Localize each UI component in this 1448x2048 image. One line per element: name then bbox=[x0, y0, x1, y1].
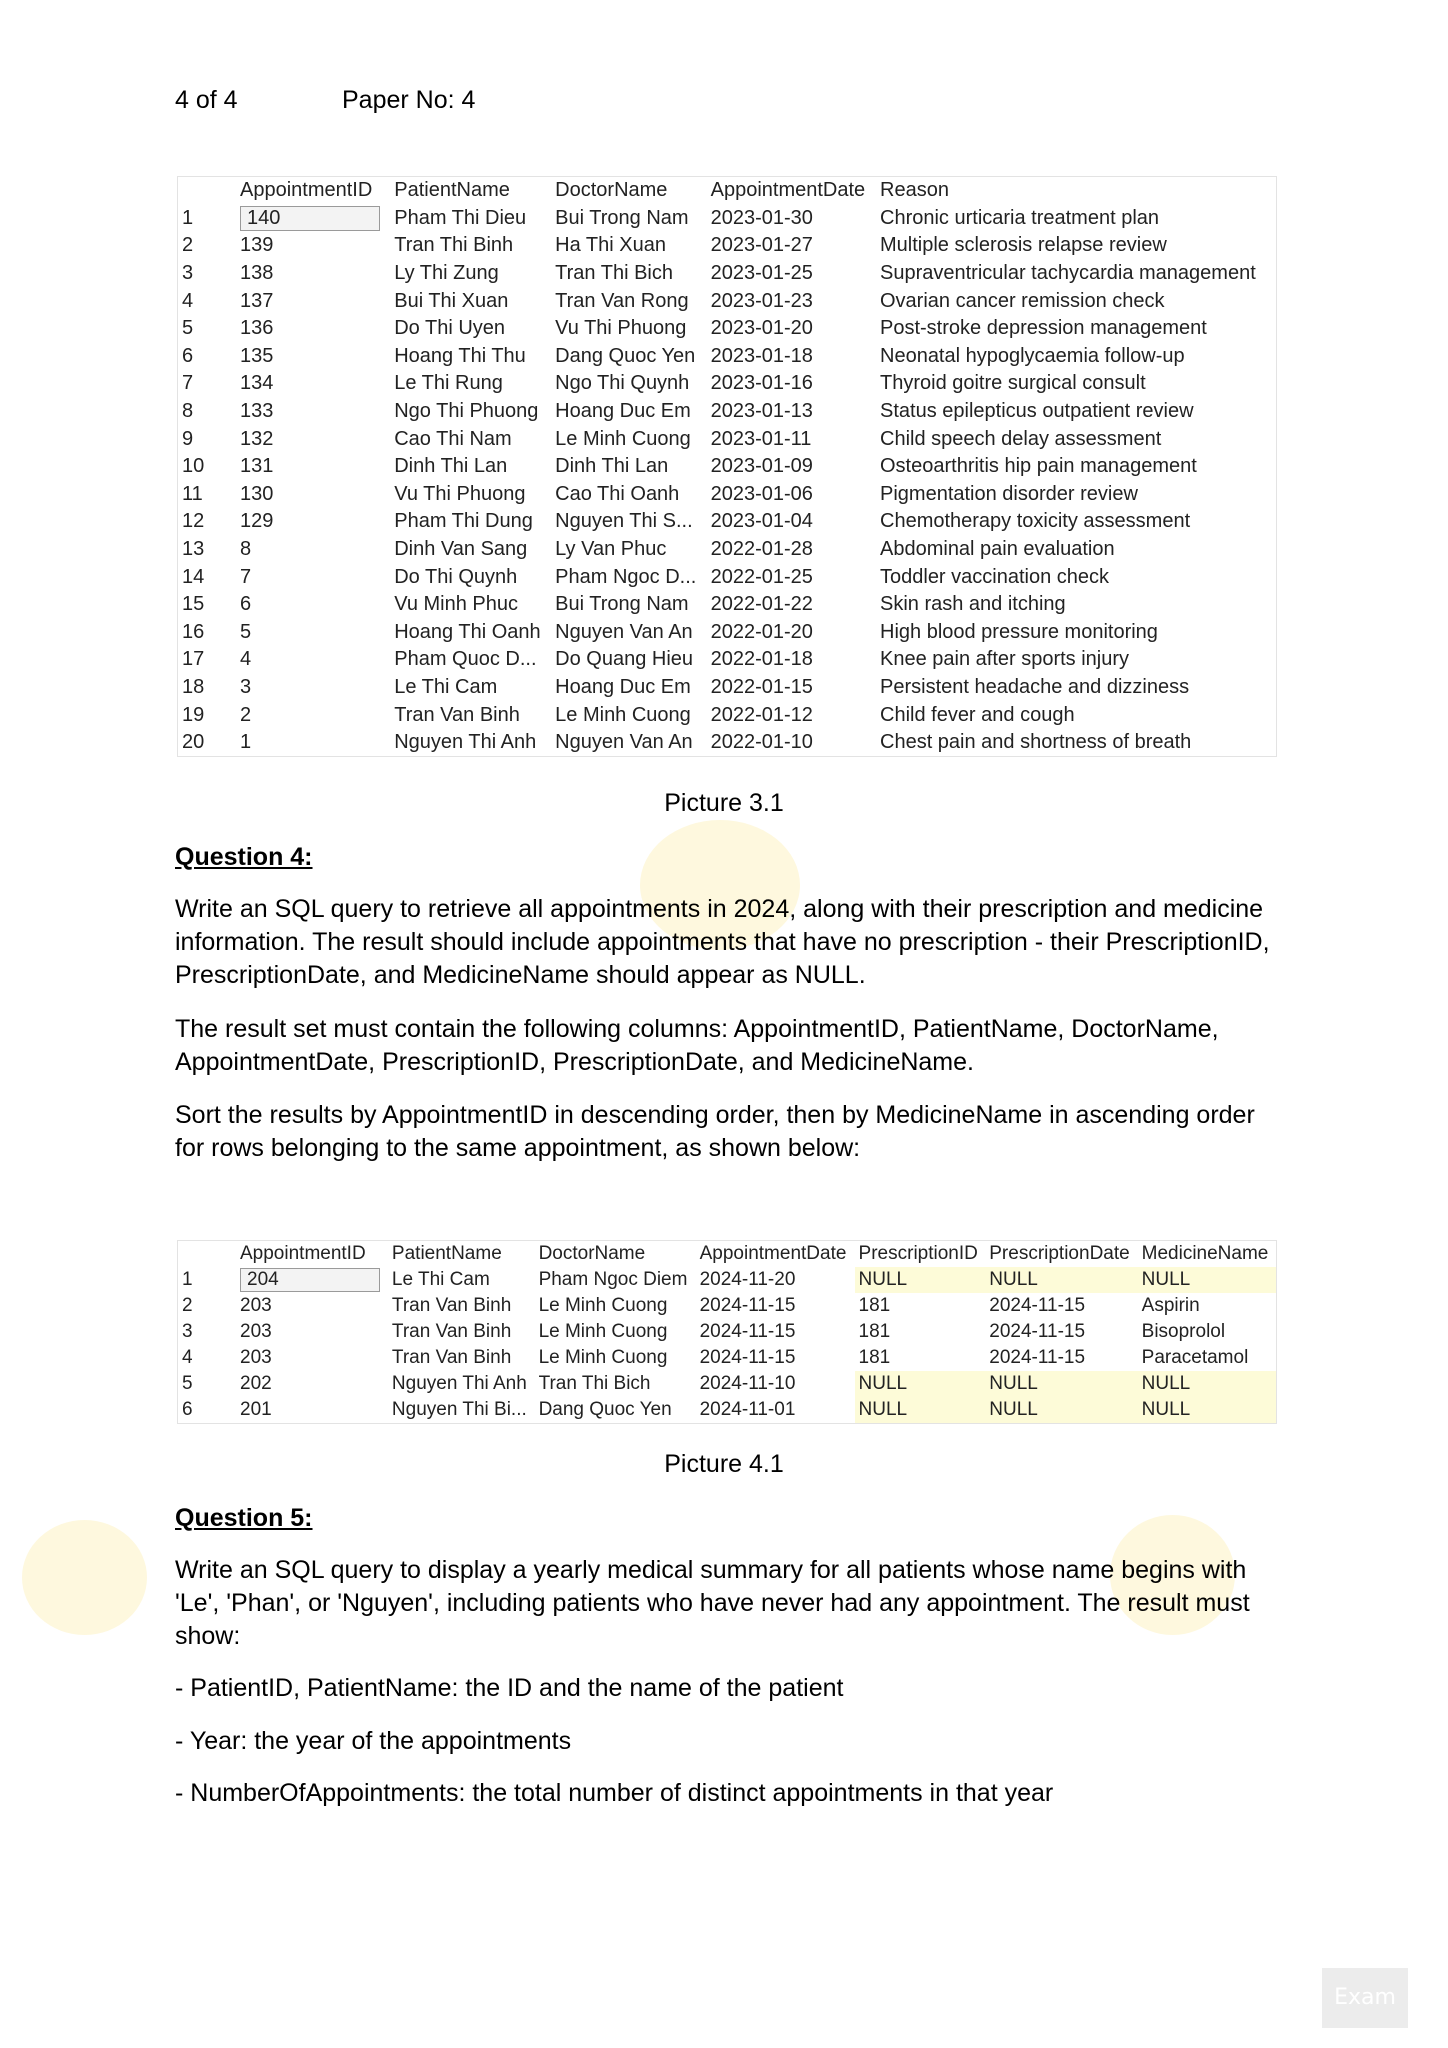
table-row[interactable] bbox=[178, 425, 1276, 453]
question-4-paragraph-2: The result set must contain the following columns: AppointmentID, PatientName, DoctorName, AppointmentDate, PrescriptionID, PrescriptionDate, and MedicineName. bbox=[175, 1015, 1219, 1076]
table-row[interactable] bbox=[178, 536, 1276, 564]
row-number: 15 bbox=[182, 593, 205, 616]
table-cell[interactable]: Tran Thi Binh bbox=[394, 234, 514, 257]
row-number: 7 bbox=[182, 372, 194, 395]
row-number: 5 bbox=[182, 317, 194, 340]
table-cell[interactable]: Tran Van Binh bbox=[391, 1295, 512, 1316]
table-cell[interactable]: 2 bbox=[240, 703, 252, 726]
table-cell[interactable]: Le Thi Cam bbox=[391, 1269, 490, 1290]
table-cell[interactable]: 2024-11-01 bbox=[699, 1399, 796, 1420]
table-row[interactable] bbox=[178, 729, 1276, 757]
row-number: 4 bbox=[182, 289, 194, 312]
table-cell[interactable]: Chest pain and shortness of breath bbox=[880, 731, 1192, 754]
table-cell[interactable]: 203 bbox=[240, 1321, 272, 1342]
column-header[interactable]: AppointmentDate bbox=[710, 179, 866, 202]
table-cell[interactable]: Pham Quoc D... bbox=[394, 648, 537, 671]
table-cell[interactable]: Le Thi Cam bbox=[394, 675, 498, 698]
table-cell[interactable]: 129 bbox=[240, 510, 274, 533]
result-grid-2 bbox=[177, 1240, 1277, 1424]
table-cell[interactable]: Ly Van Phuc bbox=[555, 538, 667, 561]
table-cell[interactable]: 2024-11-15 bbox=[989, 1295, 1086, 1316]
row-number-header bbox=[178, 177, 236, 205]
caption-picture-3-1: Picture 3.1 bbox=[664, 789, 784, 817]
table-cell[interactable]: 2023-01-09 bbox=[710, 455, 813, 478]
table-cell[interactable]: 132 bbox=[240, 427, 274, 450]
table-cell[interactable]: Tran Van Binh bbox=[394, 703, 520, 726]
table-cell[interactable]: Bui Thi Xuan bbox=[394, 289, 509, 312]
table-cell[interactable]: Chronic urticaria treatment plan bbox=[880, 206, 1160, 229]
grid-body bbox=[178, 1267, 1276, 1423]
row-number: 13 bbox=[182, 538, 205, 561]
table-cell[interactable]: Le Minh Cuong bbox=[538, 1347, 668, 1368]
table-cell[interactable]: Nguyen Van An bbox=[555, 620, 693, 643]
table-cell[interactable]: 2022-01-28 bbox=[710, 538, 813, 561]
column-header[interactable]: DoctorName bbox=[538, 1243, 646, 1264]
table-row[interactable] bbox=[178, 481, 1276, 509]
table-cell[interactable]: 2022-01-10 bbox=[710, 731, 813, 754]
table-cell[interactable]: Le Thi Rung bbox=[394, 372, 503, 395]
table-cell[interactable]: 181 bbox=[858, 1295, 891, 1316]
table-cell[interactable] bbox=[236, 1267, 388, 1293]
row-number: 1 bbox=[182, 1269, 193, 1290]
table-cell[interactable]: 2023-01-25 bbox=[710, 262, 813, 285]
table-cell[interactable]: 2022-01-15 bbox=[710, 675, 813, 698]
table-cell[interactable]: Post-stroke depression management bbox=[880, 317, 1207, 340]
table-row[interactable] bbox=[178, 563, 1276, 591]
table-cell[interactable]: Child fever and cough bbox=[880, 703, 1075, 726]
table-cell[interactable]: 2023-01-27 bbox=[710, 234, 813, 257]
table-cell[interactable]: Dinh Thi Lan bbox=[555, 455, 669, 478]
table-cell[interactable]: Supraventricular tachycardia management bbox=[880, 262, 1256, 285]
question-5-paragraph-1: Write an SQL query to display a yearly medical summary for all patients whose name begins with 'Le', 'Phan', or 'Nguyen', including patients who have never had any appointment. The result must show: bbox=[175, 1556, 1250, 1650]
table-cell[interactable]: 2023-01-04 bbox=[710, 510, 813, 533]
table-row[interactable] bbox=[178, 205, 1276, 233]
grid-body bbox=[178, 205, 1276, 757]
table-cell[interactable]: 131 bbox=[240, 455, 274, 478]
table-cell[interactable]: 2023-01-16 bbox=[710, 372, 813, 395]
question-5-title: Question 5: bbox=[175, 1504, 313, 1532]
table-cell[interactable] bbox=[236, 205, 390, 233]
table-cell[interactable]: Do Thi Quynh bbox=[394, 565, 518, 588]
table-row[interactable] bbox=[178, 1397, 1276, 1423]
table-cell[interactable]: 2023-01-20 bbox=[710, 317, 813, 340]
table-cell[interactable]: Le Minh Cuong bbox=[555, 427, 691, 450]
table-cell[interactable]: 2024-11-15 bbox=[699, 1347, 796, 1368]
table-cell[interactable]: 1 bbox=[240, 731, 252, 754]
question-4-paragraph-3: Sort the results by AppointmentID in descending order, then by MedicineName in ascending order for rows belonging to the same appointment, as shown below: bbox=[175, 1101, 1255, 1162]
row-number: 8 bbox=[182, 400, 194, 423]
table-row[interactable] bbox=[178, 1371, 1276, 1397]
table-cell[interactable]: 203 bbox=[240, 1295, 272, 1316]
table-cell[interactable]: Paracetamol bbox=[1141, 1347, 1249, 1368]
table-cell[interactable]: Do Quang Hieu bbox=[555, 648, 694, 671]
table-cell[interactable]: 2023-01-11 bbox=[710, 427, 812, 450]
table-row[interactable] bbox=[178, 232, 1276, 260]
row-number: 10 bbox=[182, 455, 205, 478]
column-header[interactable]: MedicineName bbox=[1141, 1243, 1269, 1264]
table-cell[interactable]: 203 bbox=[240, 1347, 272, 1368]
table-cell[interactable]: 2022-01-20 bbox=[710, 620, 813, 643]
table-cell[interactable]: Tran Thi Bich bbox=[555, 262, 673, 285]
table-cell[interactable]: Nguyen Van An bbox=[555, 731, 693, 754]
table-row[interactable] bbox=[178, 398, 1276, 426]
table-cell[interactable]: NULL bbox=[985, 1371, 1137, 1397]
table-cell[interactable]: Cao Thi Oanh bbox=[555, 482, 680, 505]
row-number: 3 bbox=[182, 1321, 193, 1342]
table-row[interactable] bbox=[178, 1293, 1276, 1319]
table-cell[interactable]: Vu Minh Phuc bbox=[394, 593, 519, 616]
row-number: 2 bbox=[182, 1295, 193, 1316]
table-cell[interactable]: Aspirin bbox=[1141, 1295, 1200, 1316]
table-cell[interactable]: Do Thi Uyen bbox=[394, 317, 506, 340]
table-row[interactable] bbox=[178, 315, 1276, 343]
table-cell[interactable]: Nguyen Thi Bi... bbox=[391, 1399, 527, 1420]
table-cell[interactable]: Pham Thi Dung bbox=[394, 510, 533, 533]
table-cell[interactable]: Ha Thi Xuan bbox=[555, 234, 666, 257]
table-cell[interactable]: 130 bbox=[240, 482, 274, 505]
row-number: 2 bbox=[182, 234, 194, 257]
row-number: 19 bbox=[182, 703, 205, 726]
table-cell[interactable]: NULL bbox=[985, 1267, 1137, 1293]
column-header[interactable]: AppointmentID bbox=[240, 179, 373, 202]
table-cell[interactable]: Ngo Thi Quynh bbox=[555, 372, 690, 395]
column-header[interactable]: DoctorName bbox=[555, 179, 668, 202]
row-number: 3 bbox=[182, 262, 194, 285]
table-row[interactable] bbox=[178, 508, 1276, 536]
table-cell[interactable]: Pham Ngoc D... bbox=[555, 565, 697, 588]
column-header[interactable]: PrescriptionID bbox=[858, 1243, 978, 1264]
column-header[interactable]: AppointmentDate bbox=[699, 1243, 847, 1264]
table-cell[interactable]: 2024-11-10 bbox=[699, 1373, 796, 1394]
row-number: 14 bbox=[182, 565, 205, 588]
row-number: 20 bbox=[182, 731, 205, 754]
table-cell[interactable]: Abdominal pain evaluation bbox=[880, 538, 1115, 561]
column-header[interactable]: Reason bbox=[880, 179, 949, 202]
row-number: 5 bbox=[182, 1373, 193, 1394]
selected-cell[interactable]: 140 bbox=[240, 206, 380, 231]
table-cell[interactable]: 2022-01-22 bbox=[710, 593, 813, 616]
page-indicator: 4 of 4 bbox=[175, 86, 238, 114]
row-number: 18 bbox=[182, 675, 205, 698]
table-cell[interactable]: NULL bbox=[1138, 1397, 1276, 1423]
table-cell[interactable]: Hoang Duc Em bbox=[555, 400, 691, 423]
table-cell[interactable]: 2024-11-15 bbox=[989, 1347, 1086, 1368]
table-cell[interactable]: Vu Thi Phuong bbox=[394, 482, 526, 505]
table-cell[interactable]: NULL bbox=[855, 1267, 986, 1293]
table-cell[interactable]: 2024-11-15 bbox=[699, 1295, 796, 1316]
table-cell[interactable]: 202 bbox=[240, 1373, 272, 1394]
row-number: 17 bbox=[182, 648, 205, 671]
table-cell[interactable]: 201 bbox=[240, 1399, 272, 1420]
table-cell[interactable]: Cao Thi Nam bbox=[394, 427, 512, 450]
column-header[interactable]: PatientName bbox=[391, 1243, 502, 1264]
table-row[interactable] bbox=[178, 591, 1276, 619]
table-cell[interactable]: 6 bbox=[240, 593, 252, 616]
table-cell[interactable]: 139 bbox=[240, 234, 274, 257]
table-cell[interactable]: Bui Trong Nam bbox=[555, 593, 689, 616]
table-cell[interactable]: NULL bbox=[1138, 1267, 1276, 1293]
table-row[interactable] bbox=[178, 619, 1276, 647]
table-cell[interactable]: Le Minh Cuong bbox=[555, 703, 691, 726]
column-header[interactable]: PatientName bbox=[394, 179, 510, 202]
table-cell[interactable]: 138 bbox=[240, 262, 274, 285]
table-cell[interactable]: NULL bbox=[855, 1397, 986, 1423]
table-cell[interactable]: 2022-01-25 bbox=[710, 565, 813, 588]
table-cell[interactable]: Ngo Thi Phuong bbox=[394, 400, 539, 423]
table-cell[interactable]: 181 bbox=[858, 1321, 891, 1342]
row-number-header bbox=[178, 1241, 236, 1267]
question-4-title: Question 4: bbox=[175, 843, 313, 871]
result-grid-1 bbox=[177, 176, 1277, 757]
table-cell[interactable]: Vu Thi Phuong bbox=[555, 317, 687, 340]
table-row[interactable] bbox=[178, 453, 1276, 481]
table-cell[interactable]: Hoang Duc Em bbox=[555, 675, 691, 698]
column-header[interactable]: AppointmentID bbox=[240, 1243, 366, 1264]
table-cell[interactable]: Le Minh Cuong bbox=[538, 1321, 668, 1342]
table-cell[interactable]: 2024-11-15 bbox=[699, 1321, 796, 1342]
table-cell[interactable]: Dang Quoc Yen bbox=[555, 344, 696, 367]
table-cell[interactable]: Pham Thi Dieu bbox=[394, 206, 527, 229]
table-row[interactable] bbox=[178, 1345, 1276, 1371]
table-cell[interactable]: 2024-11-15 bbox=[989, 1321, 1086, 1342]
question-5-paragraph-4: - NumberOfAppointments: the total number of distinct appointments in that year bbox=[175, 1779, 1054, 1807]
table-cell[interactable]: Tran Thi Bich bbox=[538, 1373, 651, 1394]
table-cell[interactable]: Pham Ngoc Diem bbox=[538, 1269, 688, 1290]
table-cell[interactable]: Nguyen Thi Anh bbox=[391, 1373, 527, 1394]
table-row[interactable] bbox=[178, 260, 1276, 288]
table-cell[interactable]: NULL bbox=[855, 1371, 986, 1397]
table-cell[interactable]: Neonatal hypoglycaemia follow-up bbox=[880, 344, 1185, 367]
table-cell[interactable]: 135 bbox=[240, 344, 274, 367]
table-row[interactable] bbox=[178, 674, 1276, 702]
table-row[interactable] bbox=[178, 287, 1276, 315]
table-cell[interactable]: Bisoprolol bbox=[1141, 1321, 1226, 1342]
row-number: 9 bbox=[182, 427, 194, 450]
table-cell[interactable]: 137 bbox=[240, 289, 274, 312]
table-cell[interactable]: 2022-01-12 bbox=[710, 703, 813, 726]
table-cell[interactable]: Dang Quoc Yen bbox=[538, 1399, 672, 1420]
table-cell[interactable]: Status epilepticus outpatient review bbox=[880, 400, 1194, 423]
watermark-stamp bbox=[22, 1520, 147, 1635]
table-cell[interactable]: 2023-01-13 bbox=[710, 400, 813, 423]
table-cell[interactable]: Knee pain after sports injury bbox=[880, 648, 1130, 671]
question-5-paragraph-2: - PatientID, PatientName: the ID and the name of the patient bbox=[175, 1674, 844, 1702]
table-cell[interactable]: 5 bbox=[240, 620, 252, 643]
table-cell[interactable]: Toddler vaccination check bbox=[880, 565, 1110, 588]
table-cell[interactable]: Child speech delay assessment bbox=[880, 427, 1162, 450]
table-cell[interactable]: 133 bbox=[240, 400, 274, 423]
column-header[interactable]: PrescriptionDate bbox=[989, 1243, 1130, 1264]
table-row[interactable] bbox=[178, 646, 1276, 674]
table-cell[interactable]: Bui Trong Nam bbox=[555, 206, 689, 229]
table-cell[interactable]: Dinh Van Sang bbox=[394, 538, 528, 561]
table-cell[interactable]: Persistent headache and dizziness bbox=[880, 675, 1190, 698]
row-number: 6 bbox=[182, 1399, 193, 1420]
row-number: 6 bbox=[182, 344, 194, 367]
row-number: 16 bbox=[182, 620, 205, 643]
table-cell[interactable]: Pigmentation disorder review bbox=[880, 482, 1138, 505]
table-cell[interactable]: NULL bbox=[1138, 1371, 1276, 1397]
table-row[interactable] bbox=[178, 1267, 1276, 1293]
table-cell[interactable]: 181 bbox=[858, 1347, 891, 1368]
table-cell[interactable]: Le Minh Cuong bbox=[538, 1295, 668, 1316]
grid-header-row bbox=[178, 1241, 1276, 1267]
table-row[interactable] bbox=[178, 370, 1276, 398]
table-cell[interactable]: 2023-01-06 bbox=[710, 482, 813, 505]
table-cell[interactable]: Nguyen Thi S... bbox=[555, 510, 693, 533]
paper-label: Paper No: 4 bbox=[342, 86, 476, 114]
table-cell[interactable]: 8 bbox=[240, 538, 252, 561]
table-cell[interactable]: 136 bbox=[240, 317, 274, 340]
table-cell[interactable]: Tran Van Rong bbox=[555, 289, 689, 312]
table-cell[interactable]: Osteoarthritis hip pain management bbox=[880, 455, 1197, 478]
table-cell[interactable]: Tran Van Binh bbox=[391, 1321, 512, 1342]
row-number: 12 bbox=[182, 510, 205, 533]
table-row[interactable] bbox=[178, 701, 1276, 729]
question-5-paragraph-3: - Year: the year of the appointments bbox=[175, 1727, 572, 1755]
table-cell[interactable]: 4 bbox=[240, 648, 252, 671]
table-row[interactable] bbox=[178, 343, 1276, 371]
table-cell[interactable]: High blood pressure monitoring bbox=[880, 620, 1158, 643]
table-cell[interactable]: Multiple sclerosis relapse review bbox=[880, 234, 1167, 257]
table-cell[interactable]: 2024-11-20 bbox=[699, 1269, 796, 1290]
table-cell[interactable]: 2023-01-18 bbox=[710, 344, 813, 367]
grid-header-row bbox=[178, 177, 1276, 205]
row-number: 4 bbox=[182, 1347, 193, 1368]
table-cell[interactable]: 2023-01-23 bbox=[710, 289, 813, 312]
table-cell[interactable]: Tran Van Binh bbox=[391, 1347, 512, 1368]
page-header bbox=[175, 86, 476, 115]
selected-cell[interactable]: 204 bbox=[240, 1268, 380, 1292]
caption-picture-4-1: Picture 4.1 bbox=[664, 1450, 784, 1478]
row-number: 1 bbox=[182, 206, 194, 229]
table-cell[interactable]: Ly Thi Zung bbox=[394, 262, 499, 285]
table-cell[interactable]: Ovarian cancer remission check bbox=[880, 289, 1165, 312]
table-cell[interactable]: 2022-01-18 bbox=[710, 648, 813, 671]
table-cell[interactable]: Chemotherapy toxicity assessment bbox=[880, 510, 1191, 533]
question-4-paragraph-1: Write an SQL query to retrieve all appointments in 2024, along with their prescription and medicine information. The result should include appointments that have no prescription - their PrescriptionID, PrescriptionDate, and MedicineName should appear as NULL. bbox=[175, 895, 1270, 989]
table-cell[interactable]: 3 bbox=[240, 675, 252, 698]
table-cell[interactable]: Skin rash and itching bbox=[880, 593, 1066, 616]
table-cell[interactable]: Hoang Thi Thu bbox=[394, 344, 526, 367]
table-cell[interactable]: Hoang Thi Oanh bbox=[394, 620, 541, 643]
table-cell[interactable]: Thyroid goitre surgical consult bbox=[880, 372, 1146, 395]
table-cell[interactable]: Dinh Thi Lan bbox=[394, 455, 508, 478]
table-cell[interactable]: NULL bbox=[985, 1397, 1137, 1423]
fu-exam-logo: Exam bbox=[1322, 1968, 1408, 2028]
table-cell[interactable]: Nguyen Thi Anh bbox=[394, 731, 537, 754]
table-cell[interactable]: 134 bbox=[240, 372, 274, 395]
table-cell[interactable]: 7 bbox=[240, 565, 252, 588]
table-row[interactable] bbox=[178, 1319, 1276, 1345]
table-cell[interactable]: 2023-01-30 bbox=[710, 206, 813, 229]
row-number: 11 bbox=[182, 482, 203, 505]
